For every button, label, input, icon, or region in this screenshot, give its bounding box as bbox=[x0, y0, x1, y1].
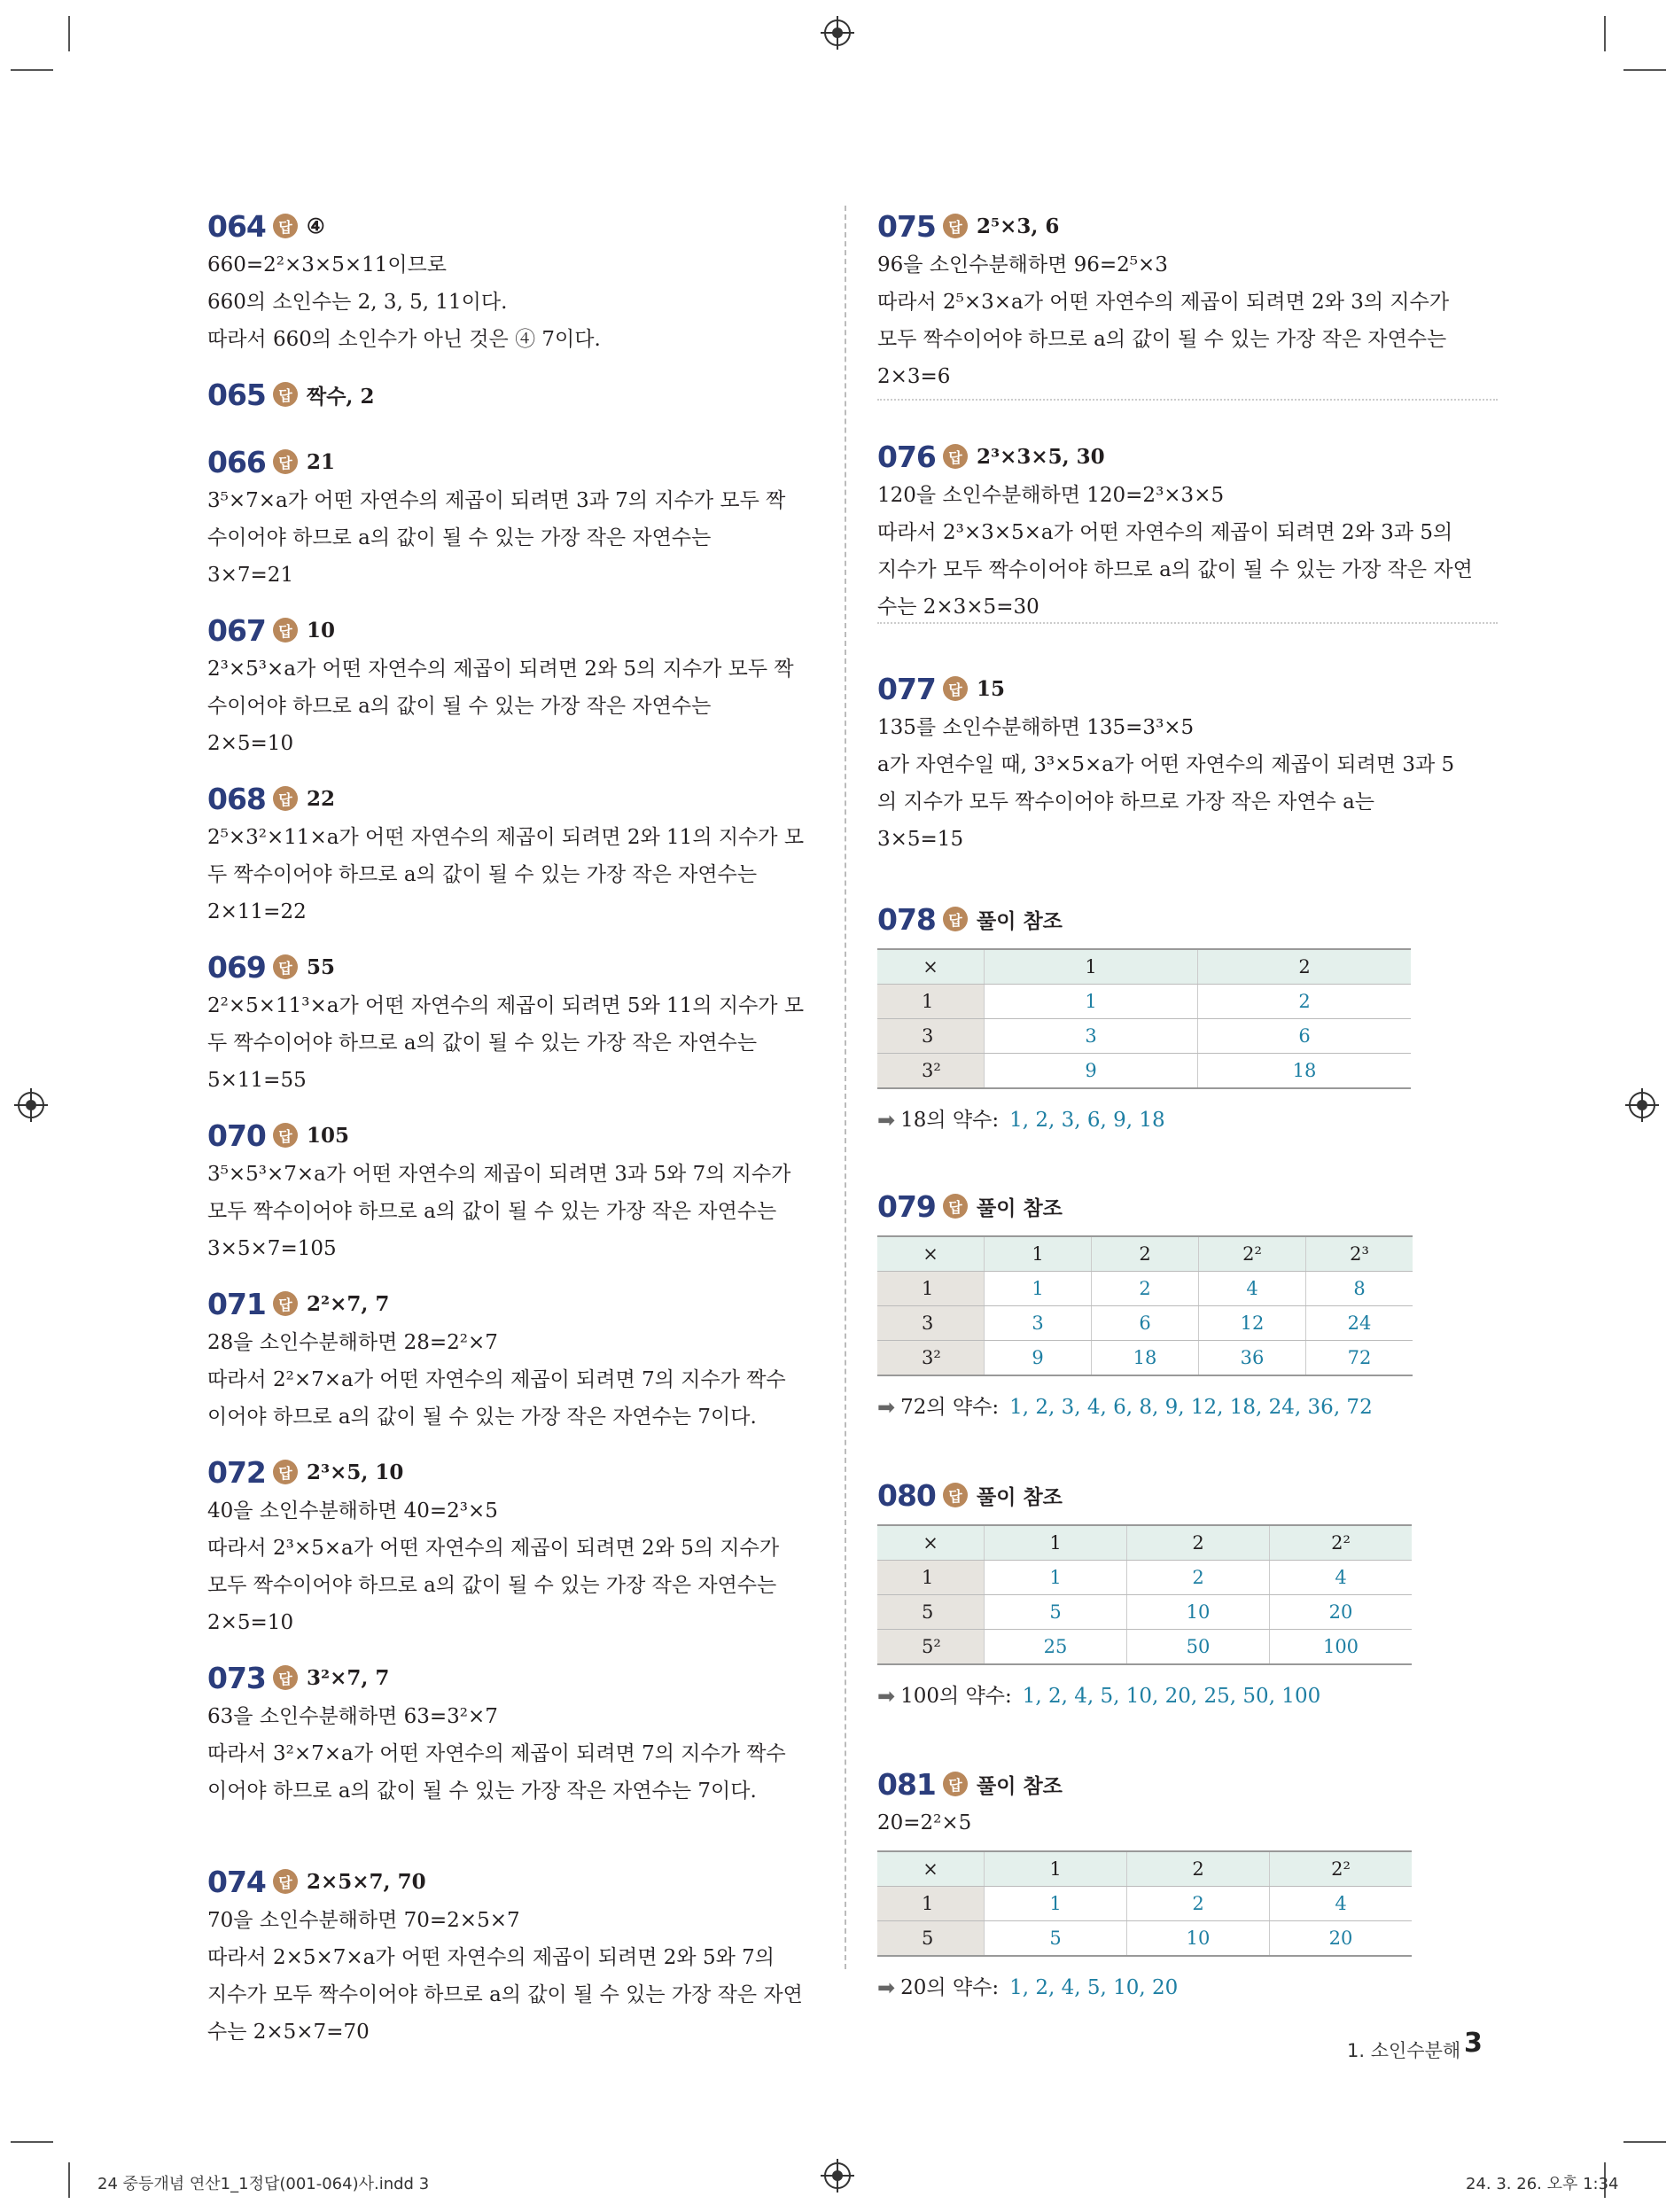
divisor-table bbox=[877, 1850, 1412, 1957]
problem-number: 066 bbox=[207, 444, 266, 479]
problem-number: 080 bbox=[877, 1477, 936, 1513]
solution-line: 지수가 모두 짝수이어야 하므로 a의 값이 될 수 있는 가장 작은 자연 bbox=[207, 1983, 803, 2006]
problem-header bbox=[207, 374, 828, 415]
solution-line: 수는 2×5×7=70 bbox=[207, 2021, 370, 2044]
answer-badge-icon: 답 bbox=[943, 444, 968, 469]
answer-badge-icon: 답 bbox=[943, 1194, 968, 1219]
solution-line: 수는 2×3×5=30 bbox=[877, 596, 1039, 619]
crop-mark bbox=[11, 2141, 53, 2143]
header-cell: 1 bbox=[985, 949, 1198, 985]
problem-block bbox=[877, 1475, 1498, 1715]
product-cell: 100 bbox=[1270, 1630, 1413, 1665]
row-header-cell: 5 bbox=[877, 1921, 985, 1957]
solution-line: 따라서 2⁵×3×a가 어떤 자연수의 제곱이 되려면 2와 3의 지수가 bbox=[877, 291, 1450, 314]
crop-mark bbox=[68, 16, 70, 51]
problem-number: 070 bbox=[207, 1118, 266, 1153]
problem-header bbox=[207, 1452, 828, 1492]
row-header-cell: 3 bbox=[877, 1306, 985, 1341]
solution-line: 지수가 모두 짝수이어야 하므로 a의 값이 될 수 있는 가장 작은 자연 bbox=[877, 558, 1473, 581]
product-cell: 9 bbox=[985, 1054, 1198, 1089]
right-arrow-icon: ➡ bbox=[877, 1975, 896, 2000]
solution-line: 2×5=10 bbox=[207, 732, 294, 755]
problem-number: 065 bbox=[207, 377, 266, 412]
answer-badge-icon: 답 bbox=[943, 676, 968, 701]
product-cell: 4 bbox=[1270, 1887, 1413, 1921]
solution-line: 2×11=22 bbox=[207, 900, 307, 923]
product-cell: 3 bbox=[985, 1019, 1198, 1054]
section-separator bbox=[877, 399, 1498, 401]
product-cell: 20 bbox=[1270, 1921, 1413, 1957]
answer-text: 22 bbox=[307, 786, 336, 811]
solution-line: 28을 소인수분해하면 28=2²×7 bbox=[207, 1331, 498, 1354]
registration-mark-icon bbox=[18, 1092, 44, 1118]
product-cell: 1 bbox=[985, 1887, 1127, 1921]
product-cell: 50 bbox=[1127, 1630, 1270, 1665]
solution-line: 96을 소인수분해하면 96=2⁵×3 bbox=[877, 253, 1168, 276]
answer-badge-icon: 답 bbox=[273, 786, 298, 811]
problem-header bbox=[207, 206, 828, 246]
divisor-table bbox=[877, 1235, 1413, 1376]
answer-text: 21 bbox=[307, 449, 336, 474]
divisor-table bbox=[877, 1524, 1412, 1665]
problem-block bbox=[877, 206, 1498, 395]
header-cell: × bbox=[877, 1851, 985, 1887]
problem-header bbox=[877, 1475, 1498, 1515]
problem-header bbox=[207, 1861, 828, 1902]
result-values: 1, 2, 3, 4, 6, 8, 9, 12, 18, 24, 36, 72 bbox=[1009, 1396, 1373, 1419]
product-cell: 1 bbox=[985, 1561, 1127, 1595]
problem-number: 075 bbox=[877, 208, 936, 244]
row-header-cell: 3 bbox=[877, 1019, 985, 1054]
product-cell: 5 bbox=[985, 1595, 1127, 1630]
product-cell: 4 bbox=[1270, 1561, 1413, 1595]
solution-line: 모두 짝수이어야 하므로 a의 값이 될 수 있는 가장 작은 자연수는 bbox=[877, 328, 1447, 351]
solution-line: 40을 소인수분해하면 40=2³×5 bbox=[207, 1499, 498, 1523]
solution-line: 모두 짝수이어야 하므로 a의 값이 될 수 있는 가장 작은 자연수는 bbox=[207, 1200, 777, 1223]
answer-text: 2²×7, 7 bbox=[307, 1291, 390, 1316]
solution-line: 3×7=21 bbox=[207, 564, 294, 587]
table-row bbox=[877, 1341, 1413, 1376]
header-cell: × bbox=[877, 1525, 985, 1561]
problem-header bbox=[877, 436, 1498, 477]
product-cell: 6 bbox=[1198, 1019, 1412, 1054]
answer-text: 2³×5, 10 bbox=[307, 1460, 404, 1484]
header-cell: × bbox=[877, 1236, 985, 1272]
solution-line: 3⁵×5³×7×a가 어떤 자연수의 제곱이 되려면 3과 5와 7의 지수가 bbox=[207, 1163, 791, 1186]
answer-text: 짝수, 2 bbox=[307, 384, 375, 409]
answer-text: 풀이 참조 bbox=[977, 1773, 1063, 1798]
problem-number: 078 bbox=[877, 901, 936, 937]
product-cell: 36 bbox=[1199, 1341, 1306, 1376]
problem-block bbox=[877, 899, 1498, 1139]
table-header-row bbox=[877, 949, 1411, 985]
solution-line: 2⁵×3²×11×a가 어떤 자연수의 제곱이 되려면 2와 11의 지수가 모 bbox=[207, 826, 805, 849]
problem-block bbox=[877, 668, 1498, 858]
answer-badge-icon: 답 bbox=[273, 954, 298, 979]
solution-line: 660의 소인수는 2, 3, 5, 11이다. bbox=[207, 291, 508, 314]
row-header-cell: 1 bbox=[877, 1272, 985, 1306]
table-header-row bbox=[877, 1525, 1412, 1561]
table-spacer bbox=[877, 1842, 1498, 1850]
problem-number: 067 bbox=[207, 612, 266, 648]
problem-block bbox=[207, 1452, 828, 1641]
result-spacer bbox=[877, 1376, 1498, 1389]
solution-line: 2×3=6 bbox=[877, 365, 951, 388]
solution-line: 3×5=15 bbox=[877, 828, 964, 851]
problem-number: 072 bbox=[207, 1454, 266, 1490]
problem-header bbox=[877, 668, 1498, 709]
header-cell: 2 bbox=[1127, 1851, 1270, 1887]
result-spacer bbox=[877, 1957, 1498, 1969]
answer-badge-icon: 답 bbox=[273, 382, 298, 407]
row-header-cell: 5 bbox=[877, 1595, 985, 1630]
result-values: 1, 2, 3, 6, 9, 18 bbox=[1009, 1109, 1165, 1132]
problem-block bbox=[877, 436, 1498, 626]
header-cell: 2 bbox=[1198, 949, 1412, 985]
crop-mark bbox=[1623, 69, 1666, 71]
answer-badge-icon: 답 bbox=[943, 1772, 968, 1796]
problem-number: 069 bbox=[207, 949, 266, 985]
solution-line: 3⁵×7×a가 어떤 자연수의 제곱이 되려면 3과 7의 지수가 모두 짝 bbox=[207, 489, 786, 512]
row-header-cell: 3² bbox=[877, 1341, 985, 1376]
problem-number: 074 bbox=[207, 1864, 266, 1899]
product-cell: 10 bbox=[1127, 1595, 1270, 1630]
header-cell: 2² bbox=[1199, 1236, 1306, 1272]
answer-badge-icon: 답 bbox=[273, 618, 298, 643]
problem-number: 076 bbox=[877, 439, 936, 474]
problem-block bbox=[207, 778, 828, 931]
problem-header bbox=[207, 610, 828, 650]
solution-line: 따라서 2²×7×a가 어떤 자연수의 제곱이 되려면 7의 지수가 짝수 bbox=[207, 1368, 786, 1391]
solution-line: 2×5=10 bbox=[207, 1611, 294, 1634]
result-label: 100의 약수: bbox=[900, 1685, 1012, 1708]
solution-line: 따라서 2³×3×5×a가 어떤 자연수의 제곱이 되려면 2와 3과 5의 bbox=[877, 521, 1453, 544]
solution-line: 모두 짝수이어야 하므로 a의 값이 될 수 있는 가장 작은 자연수는 bbox=[207, 1574, 777, 1597]
header-cell: 1 bbox=[985, 1236, 1092, 1272]
problem-block bbox=[207, 1657, 828, 1810]
problem-block bbox=[207, 374, 828, 415]
result-label: 72의 약수: bbox=[900, 1396, 1000, 1419]
answer-badge-icon: 답 bbox=[273, 1123, 298, 1148]
product-cell: 2 bbox=[1127, 1887, 1270, 1921]
divisors-result bbox=[877, 1102, 1498, 1139]
problem-block bbox=[207, 946, 828, 1099]
problem-header bbox=[207, 946, 828, 987]
result-label: 20의 약수: bbox=[900, 1976, 1000, 1999]
table-row bbox=[877, 1306, 1413, 1341]
problem-number: 073 bbox=[207, 1660, 266, 1695]
table-spacer bbox=[877, 1227, 1498, 1235]
header-cell: × bbox=[877, 949, 985, 985]
answer-text: 10 bbox=[307, 618, 336, 643]
solution-line: 3×5×7=105 bbox=[207, 1237, 337, 1260]
table-row bbox=[877, 1630, 1412, 1665]
header-cell: 1 bbox=[985, 1851, 1127, 1887]
solution-line: 135를 소인수분해하면 135=3³×5 bbox=[877, 716, 1195, 739]
answer-badge-icon: 답 bbox=[943, 214, 968, 238]
solution-line: 2³×5³×a가 어떤 자연수의 제곱이 되려면 2와 5의 지수가 모두 짝 bbox=[207, 658, 794, 681]
answer-badge-icon: 답 bbox=[273, 1665, 298, 1690]
table-row bbox=[877, 1921, 1412, 1957]
problem-block bbox=[877, 1186, 1498, 1426]
solution-line: 70을 소인수분해하면 70=2×5×7 bbox=[207, 1909, 520, 1932]
answer-text: 풀이 참조 bbox=[977, 1196, 1063, 1220]
problem-header bbox=[877, 899, 1498, 939]
solution-line: 두 짝수이어야 하므로 a의 값이 될 수 있는 가장 작은 자연수는 bbox=[207, 1032, 758, 1055]
product-cell: 2 bbox=[1198, 985, 1412, 1019]
table-row bbox=[877, 1272, 1413, 1306]
product-cell: 20 bbox=[1270, 1595, 1413, 1630]
solution-line: 따라서 2³×5×a가 어떤 자연수의 제곱이 되려면 2와 5의 지수가 bbox=[207, 1537, 780, 1560]
answer-text: 3²×7, 7 bbox=[307, 1665, 390, 1690]
table-row bbox=[877, 1595, 1412, 1630]
product-cell: 24 bbox=[1306, 1306, 1413, 1341]
header-cell: 1 bbox=[985, 1525, 1127, 1561]
solution-line: 660=2²×3×5×11이므로 bbox=[207, 253, 448, 276]
registration-mark-icon bbox=[1629, 1092, 1655, 1118]
slug-date: 24. 3. 26. 오후 1:34 bbox=[1466, 2175, 1619, 2193]
answer-text: 105 bbox=[307, 1123, 350, 1148]
answer-text: 2⁵×3, 6 bbox=[977, 214, 1060, 238]
product-cell: 1 bbox=[985, 1272, 1092, 1306]
solution-line: 수이어야 하므로 a의 값이 될 수 있는 가장 작은 자연수는 bbox=[207, 526, 712, 549]
product-cell: 25 bbox=[985, 1630, 1127, 1665]
product-cell: 5 bbox=[985, 1921, 1127, 1957]
product-cell: 18 bbox=[1092, 1341, 1199, 1376]
row-header-cell: 5² bbox=[877, 1630, 985, 1665]
problem-header bbox=[877, 1764, 1498, 1804]
answer-text: 풀이 참조 bbox=[977, 1484, 1063, 1509]
factorization-line: 20=2²×5 bbox=[877, 1811, 972, 1834]
answer-text: 55 bbox=[307, 954, 336, 979]
problem-number: 081 bbox=[877, 1766, 936, 1802]
crop-mark bbox=[1604, 16, 1606, 51]
solution-line: 따라서 660의 소인수가 아닌 것은 ④ 7이다. bbox=[207, 328, 601, 351]
result-spacer bbox=[877, 1089, 1498, 1102]
problem-block bbox=[877, 1764, 1498, 2006]
row-header-cell: 1 bbox=[877, 1887, 985, 1921]
product-cell: 10 bbox=[1127, 1921, 1270, 1957]
header-cell: 2 bbox=[1092, 1236, 1199, 1272]
answer-badge-icon: 답 bbox=[943, 1483, 968, 1507]
answer-badge-icon: 답 bbox=[273, 1869, 298, 1894]
row-header-cell: 1 bbox=[877, 985, 985, 1019]
row-header-cell: 1 bbox=[877, 1561, 985, 1595]
result-spacer bbox=[877, 1665, 1498, 1678]
problem-number: 071 bbox=[207, 1286, 266, 1321]
table-spacer bbox=[877, 939, 1498, 948]
answer-text: 2³×3×5, 30 bbox=[977, 444, 1105, 469]
product-cell: 3 bbox=[985, 1306, 1092, 1341]
solution-line: 2²×5×11³×a가 어떤 자연수의 제곱이 되려면 5와 11의 지수가 모 bbox=[207, 994, 805, 1017]
solution-line: a가 자연수일 때, 3³×5×a가 어떤 자연수의 제곱이 되려면 3과 5 bbox=[877, 753, 1455, 776]
table-row bbox=[877, 1561, 1412, 1595]
right-arrow-icon: ➡ bbox=[877, 1395, 896, 1420]
divisors-result bbox=[877, 1678, 1498, 1715]
problem-header bbox=[877, 1186, 1498, 1227]
divisors-result bbox=[877, 1969, 1498, 2006]
product-cell: 4 bbox=[1199, 1272, 1306, 1306]
answer-badge-icon: 답 bbox=[273, 1460, 298, 1484]
right-arrow-icon: ➡ bbox=[877, 1684, 896, 1709]
problem-header bbox=[207, 1657, 828, 1698]
crop-mark bbox=[1623, 2141, 1666, 2143]
problem-block bbox=[207, 206, 828, 358]
problem-block bbox=[207, 1283, 828, 1436]
problem-header bbox=[207, 1283, 828, 1324]
header-cell: 2 bbox=[1127, 1525, 1270, 1561]
problem-header bbox=[877, 206, 1498, 246]
registration-mark-icon bbox=[824, 19, 851, 46]
table-row bbox=[877, 1887, 1412, 1921]
problem-block bbox=[207, 610, 828, 762]
solution-line: 두 짝수이어야 하므로 a의 값이 될 수 있는 가장 작은 자연수는 bbox=[207, 863, 758, 886]
solution-line: 따라서 2×5×7×a가 어떤 자연수의 제곱이 되려면 2와 5와 7의 bbox=[207, 1946, 775, 1969]
answer-badge-icon: 답 bbox=[273, 1291, 298, 1316]
table-header-row bbox=[877, 1236, 1413, 1272]
answer-badge-icon: 답 bbox=[943, 907, 968, 931]
problem-number: 068 bbox=[207, 781, 266, 816]
slug-filename: 24 중등개념 연산1_1정답(001-064)사.indd 3 bbox=[97, 2175, 430, 2193]
answer-text: 풀이 참조 bbox=[977, 908, 1063, 933]
solution-line: 63을 소인수분해하면 63=3²×7 bbox=[207, 1705, 498, 1728]
divisors-result bbox=[877, 1389, 1498, 1426]
product-cell: 72 bbox=[1306, 1341, 1413, 1376]
table-spacer bbox=[877, 1515, 1498, 1524]
table-row bbox=[877, 1054, 1411, 1089]
problem-number: 079 bbox=[877, 1188, 936, 1224]
registration-mark-icon bbox=[824, 2162, 851, 2189]
table-row bbox=[877, 1019, 1411, 1054]
product-cell: 2 bbox=[1127, 1561, 1270, 1595]
problem-number: 064 bbox=[207, 208, 266, 244]
chapter-label: 1. 소인수분해 bbox=[1347, 2040, 1461, 2061]
result-values: 1, 2, 4, 5, 10, 20, 25, 50, 100 bbox=[1022, 1685, 1321, 1708]
divisor-table bbox=[877, 948, 1411, 1089]
product-cell: 8 bbox=[1306, 1272, 1413, 1306]
solution-line: 120을 소인수분해하면 120=2³×3×5 bbox=[877, 484, 1225, 507]
answer-badge-icon: 답 bbox=[273, 449, 298, 474]
row-header-cell: 3² bbox=[877, 1054, 985, 1089]
answer-badge-icon: 답 bbox=[273, 214, 298, 238]
solution-line: 의 지수가 모두 짝수이어야 하므로 가장 작은 자연수 a는 bbox=[877, 791, 1374, 814]
result-label: 18의 약수: bbox=[900, 1109, 1000, 1132]
solution-line: 따라서 3²×7×a가 어떤 자연수의 제곱이 되려면 7의 지수가 짝수 bbox=[207, 1742, 786, 1765]
right-arrow-icon: ➡ bbox=[877, 1108, 896, 1133]
solution-line: 수이어야 하므로 a의 값이 될 수 있는 가장 작은 자연수는 bbox=[207, 695, 712, 718]
product-cell: 12 bbox=[1199, 1306, 1306, 1341]
answer-text: ④ bbox=[307, 214, 325, 238]
header-cell: 2² bbox=[1270, 1851, 1413, 1887]
column-divider bbox=[845, 206, 846, 1969]
solution-line: 이어야 하므로 a의 값이 될 수 있는 가장 작은 자연수는 7이다. bbox=[207, 1406, 757, 1429]
answer-text: 2×5×7, 70 bbox=[307, 1869, 426, 1894]
crop-mark bbox=[68, 2162, 70, 2198]
problem-block bbox=[207, 441, 828, 594]
solution-line: 이어야 하므로 a의 값이 될 수 있는 가장 작은 자연수는 7이다. bbox=[207, 1780, 757, 1803]
section-separator bbox=[877, 622, 1498, 624]
product-cell: 1 bbox=[985, 985, 1198, 1019]
problem-block bbox=[207, 1115, 828, 1267]
problem-number: 077 bbox=[877, 671, 936, 706]
problem-header bbox=[207, 778, 828, 819]
product-cell: 18 bbox=[1198, 1054, 1412, 1089]
product-cell: 2 bbox=[1092, 1272, 1199, 1306]
solution-line: 5×11=55 bbox=[207, 1069, 307, 1092]
crop-mark bbox=[11, 69, 53, 71]
header-cell: 2³ bbox=[1306, 1236, 1413, 1272]
table-row bbox=[877, 985, 1411, 1019]
result-values: 1, 2, 4, 5, 10, 20 bbox=[1009, 1976, 1179, 1999]
header-cell: 2² bbox=[1270, 1525, 1413, 1561]
problem-block bbox=[207, 1861, 828, 2051]
answer-text: 15 bbox=[977, 676, 1006, 701]
table-header-row bbox=[877, 1851, 1412, 1887]
product-cell: 9 bbox=[985, 1341, 1092, 1376]
product-cell: 6 bbox=[1092, 1306, 1199, 1341]
page-number: 3 bbox=[1464, 2028, 1483, 2059]
problem-header bbox=[207, 1115, 828, 1156]
problem-header bbox=[207, 441, 828, 482]
